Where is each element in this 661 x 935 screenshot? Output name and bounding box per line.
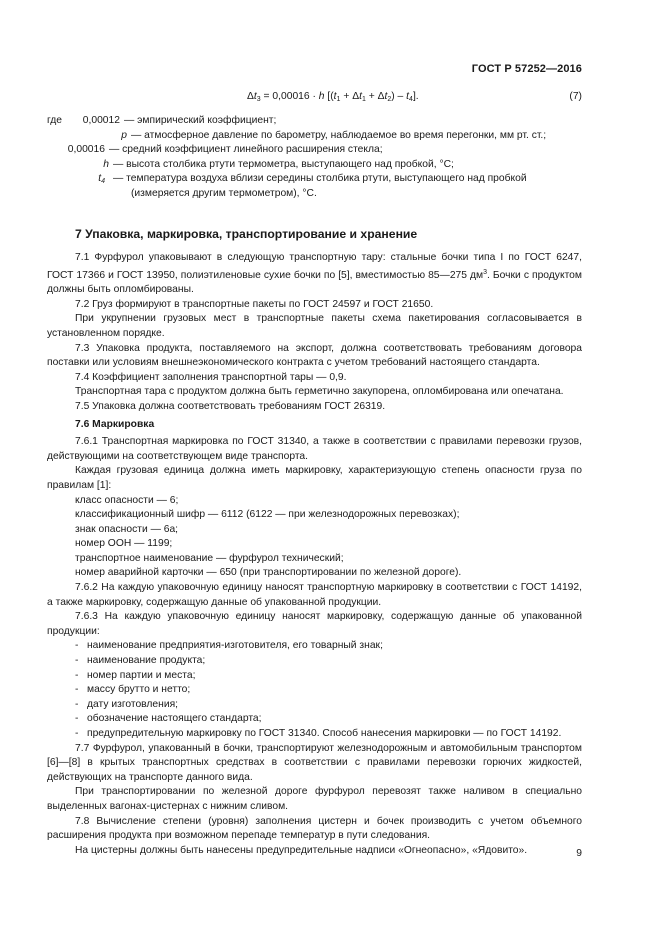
marking-item: - наименование предприятия-изготовителя, его товарный знак; [75,640,383,652]
marking-item: - дату изготовления; [75,698,179,710]
definition-text: — высота столбика ртути термометра, выступающего над пробкой, °С; [113,158,454,170]
paragraph-7-6-1: 7.6.1 Транспортная маркировка по ГОСТ 31340, а также в соответствии с правилами перевозки грузов, действующими на соответствующем виде транспорта. [47,436,582,462]
formula-number: (7) [569,91,582,102]
marking-item: - номер партии и места; [75,669,196,681]
hazard-item: номер ООН — 1199; [75,538,173,550]
definition-line [47,114,585,129]
definition-text: — средний коэффициент линейного расширения стекла; [109,144,383,156]
paragraph-7-3: 7.3 Упаковка продукта, поставляемого на экспорт, должна соответствовать требованиям договора поставки или условиям внешнеэкономического контракта с учетом требований настоящего стандарта. [47,342,582,369]
definition-text: — эмпирический коэффициент; [124,115,277,126]
definition-text: (измеряется другим термометром), °С. [131,187,317,199]
paragraph-7-6-2: 7.6.2 На каждую упаковочную единицу наносят транспортную маркировку в соответствии с ГОСТ 14192, а также маркировку, содержащую данные об упакованной продукции. [47,582,582,608]
definition-symbol: p [121,129,127,141]
paragraph-7-7: 7.7 Фурфурол, упакованный в бочки, транспортируют железнодорожным и автомобильным транспортом [6]—[8] в крытых транспортных средствах в соответствии с правилами перевозки горючих жидкостей, действующих на транспорте данного вида. [47,742,582,783]
definition-line [47,172,585,187]
hazard-item: транспортное наименование — фурфурол технический; [75,552,344,564]
definition-line [47,129,585,144]
formula: $\Delta t_3 = 0,00016 \cdot h$ $[(t_1 + \Delta t_1 + \Delta t_2) - t_4]$. [247,91,419,103]
definition-line [47,158,585,173]
where-intro: где [47,115,63,126]
definition-line [47,187,585,202]
marking-item: - предупредительную маркировку по ГОСТ 31340. Способ нанесения маркировки — по ГОСТ 14192. [75,728,562,739]
definition-text: — температура воздуха вблизи середины столбика ртути, выступающего над пробкой [113,173,527,185]
document-code: ГОСТ Р 57252—2016 [471,63,582,75]
marking-item: - наименование продукта; [75,655,206,667]
paragraph-7-1: 7.1 Фурфурол упаковывают в следующую транспортную тару: стальные бочки типа I по ГОСТ 6247, ГОСТ 17366 и ГОСТ 13950, полиэтиленовые сухие бочки по [5], вместимостью 85—275 $дм^3$. Бочки с продуктом должны быть опломбированы. [47,252,582,296]
paragraph-7-4-cont: Транспортная тара с продуктом должна быть герметично закупорена, опломбирована или опечатана. [75,386,564,398]
marking-item: - массу брутто и нетто; [75,684,191,696]
hazard-item: классификационный шифр — 6112 (6122 — при железнодорожных перевозках); [75,509,460,521]
section-title: 7 Упаковка, маркировка, транспортирование и хранение [75,227,418,241]
page-number: 9 [576,848,582,859]
definition-text: — атмосферное давление по барометру, наблюдаемое во время перегонки, мм рт. ст.; [131,129,547,141]
paragraph-7-4: 7.4 Коэффициент заполнения транспортной тары — 0,9. [75,371,347,383]
section-body [47,251,582,858]
paragraph-7-6-1-cont: Каждая грузовая единица должна иметь маркировку, характеризующую степень опасности груза по правилам [1]: [47,465,582,491]
hazard-item: знак опасности — 6а; [75,523,179,535]
definition-symbol: $t_4$ [98,173,105,186]
paragraph-7-8: 7.8 Вычисление степени (уровня) заполнения цистерн и бочек производить с учетом объемного расширения продукта при возможном перепаде температур в пути следования. [47,815,582,842]
definition-symbol: 0,00012 [82,115,120,126]
hazard-item: номер аварийной карточки — 650 (при транспортировании по железной дороге). [75,567,462,579]
paragraph-7-2-cont: При укрупнении грузовых мест в транспортные пакеты схема пакетирования согласовывается в установленном порядке. [47,313,582,339]
paragraph-7-6-3: 7.6.3 На каждую упаковочную единицу наносят маркировку, содержащую данные об упакованной продукции: [47,611,582,637]
subsection-heading-7-6: 7.6 Маркировка [75,418,155,430]
marking-item: - обозначение настоящего стандарта; [75,713,262,725]
paragraph-7-5: 7.5 Упаковка должна соответствовать требованиям ГОСТ 26319. [75,400,386,412]
definition-symbol: h [103,158,109,170]
hazard-item: класс опасности — 6; [75,494,179,506]
paragraph-7-2: 7.2 Груз формируют в транспортные пакеты по ГОСТ 24597 и ГОСТ 21650. [75,298,434,310]
variable-definitions [47,114,585,202]
paragraph-7-8-cont: На цистерны должны быть нанесены предупредительные надписи «Огнеопасно», «Ядовито». [75,844,528,856]
definition-line [47,143,585,158]
paragraph-7-7-cont: При транспортировании по железной дороге фурфурол перевозят также наливом в специально выделенных вагонах-цистернах с нижним сливом. [47,786,582,812]
definition-symbol: 0,00016 [67,144,105,156]
